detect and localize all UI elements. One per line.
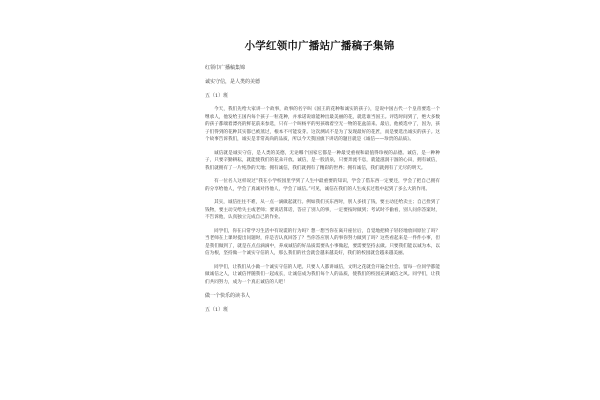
class-label: 五（1）班: [205, 307, 229, 313]
paragraph: 其实，诚信往往不难，从一点一滴做起就行。例如我们买东西时，别人多找了钱，要主动还给卖主；自己捡到了钱物，要主动交给失主或老师；要说话算话，答应了别人的事，一定要按时做到；考试时不偷看，别人问你答案时，不告诉他，认真独立完成自己的作业。: [205, 200, 440, 220]
paragraph: 诚信就是诚实守信，是人类的美德，无论哪个国家它都是一种最受重视和最值得珍视的品德。诚信，是一种种子，只要辛勤耕耘，就能使我们的花朵开放。诚信，是一股清泉，只要奔流不息，就能滋润干涸的心田，拥有诚信，我们就拥有了一片纯净的天地；拥有诚信，我们就拥有了精彩的世界；拥有诚信，我们就拥有了无尽的明天。: [205, 150, 440, 171]
paragraph: 同学们，让我们从小做一个诚实守信的人吧。只要人人都讲诚信，文明之花就会开遍全社会。留每一位同学都能做诚信之人，让诚信伴随我们一起成长，让诚信成为我们每个人的品质，使我们的校园充满诚信之风。同学们，让我们共同努力，成为一个真正诚信的人吧！: [205, 264, 440, 285]
article-subtitle: 诚实守信，是人类的美德: [205, 79, 261, 85]
paragraph: 同学们，你在日常学习生活中有说谎的行为吗？想一想当你在离开座位后，自觉地把椅子轻轻地放回原位了吗？当老师在上课时提出问题时，你是否认真回答了？当你答应别人的事你努力做到了吗？这些看起来是一件件小事，但是我们做到了，就是在点点滴滴中，养成诚信的好品质需要从小事做起，要需要坚持去做。只要我们能以诚为本，以信为根，坚持做一个诚实守信的人，那么我们的社会就会越来越美好，我们的校园就会越来越美丽。: [205, 228, 440, 256]
section-heading: 红领巾广播稿集锦: [205, 65, 246, 71]
paragraph: 有一位名人这样说过“我在小学校园里学到了人生中最重要的知识，学会了借东西一定要还，学会了把自己拥有的分享给他人，学会了真诚对待他人，学会了诚信。”可见，诚信在我们的人生成长过程中起到了多么大的作用。: [205, 179, 440, 192]
paragraph: 今天，我们先给大家讲一个故事，故事的名字叫《国王的花种和诚实的孩子》，是说中国古代一个皇帝要选一个继承人，他发给王国内每个孩子一粒花种，并承诺说谁能种出最美丽的花，就选谁当国王。评选时间到了，绝大多数的孩子都端着漂亮的鲜花前来参选，只有一个叫杨平的男孩端着空无一物的花盆前来。最后，他被选中了，因为，孩子们得到的花种其实都已被蒸过，根本不可能发芽。这次测试不是为了发现最好的花匠，而是要选出诚实的孩子。这个故事告诉我们，诚实是非常高尚的品质，所以今天我国旗下讲话的题目就是《诚信——珍贵的品质》。: [205, 107, 440, 142]
class-label: 五（1）班: [205, 93, 229, 99]
document-title: 小学红领巾广播站广播稿子集锦: [244, 40, 395, 52]
article-subtitle: 做一个快乐的读书人: [205, 293, 251, 299]
